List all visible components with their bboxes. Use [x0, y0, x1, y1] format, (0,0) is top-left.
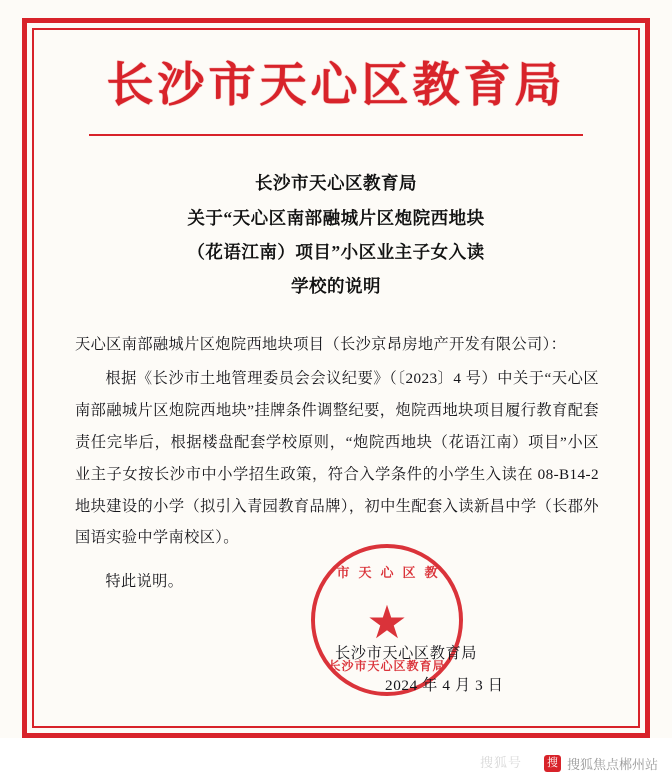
paragraph-addressee: 天心区南部融城片区炮院西地块项目（长沙京昂房地产开发有限公司）：	[75, 335, 567, 353]
document-masthead: 长沙市天心区教育局	[106, 60, 566, 112]
watermark-bar	[0, 738, 672, 783]
watermark-faint-text: 搜狐号	[479, 755, 522, 770]
signature-date: 2024 年 4 月 3 日	[385, 677, 504, 694]
title-line-4: 学校的说明	[291, 275, 381, 296]
document-title	[45, 166, 627, 303]
title-line-3: （花语江南）项目”小区业主子女入读	[187, 241, 485, 262]
signature-area	[299, 544, 599, 704]
signature-organization: 长沙市天心区教育局	[335, 645, 478, 662]
seal-top-text: 市天心区教	[336, 565, 447, 580]
masthead-divider	[89, 134, 583, 136]
title-line-2: 关于“天心区南部融城片区炮院西地块	[187, 207, 485, 228]
title-line-1: 长沙市天心区教育局	[255, 173, 417, 194]
watermark-brand	[544, 754, 658, 773]
paragraph-closing: 特此说明。	[105, 573, 184, 591]
watermark-label: 搜狐焦点郴州站	[566, 757, 658, 772]
document-content	[45, 40, 627, 716]
paragraph-main: 根据《长沙市土地管理委员会会议纪要》（〔2023〕4 号）中关于“天心区南部融城片区炮院西地块”挂牌条件调整纪要，炮院西地块项目履行教育配套责任完毕后，根据楼盘配套学校原则，“炮院西地块（花语江南）项目”小区业主子女按长沙市中小学招生政策，符合入学条件的小学生入读在 08-B14-2 地块建设的小学（拟引入青园教育品牌），初中生配套入读新昌中学（长郡外国语实验中学南校区）。	[75, 369, 599, 547]
sohu-logo-icon: 搜	[544, 755, 561, 772]
seal-bottom-text: 长沙市天心区教育局	[328, 659, 446, 673]
seal-star-icon: ★	[366, 596, 408, 648]
